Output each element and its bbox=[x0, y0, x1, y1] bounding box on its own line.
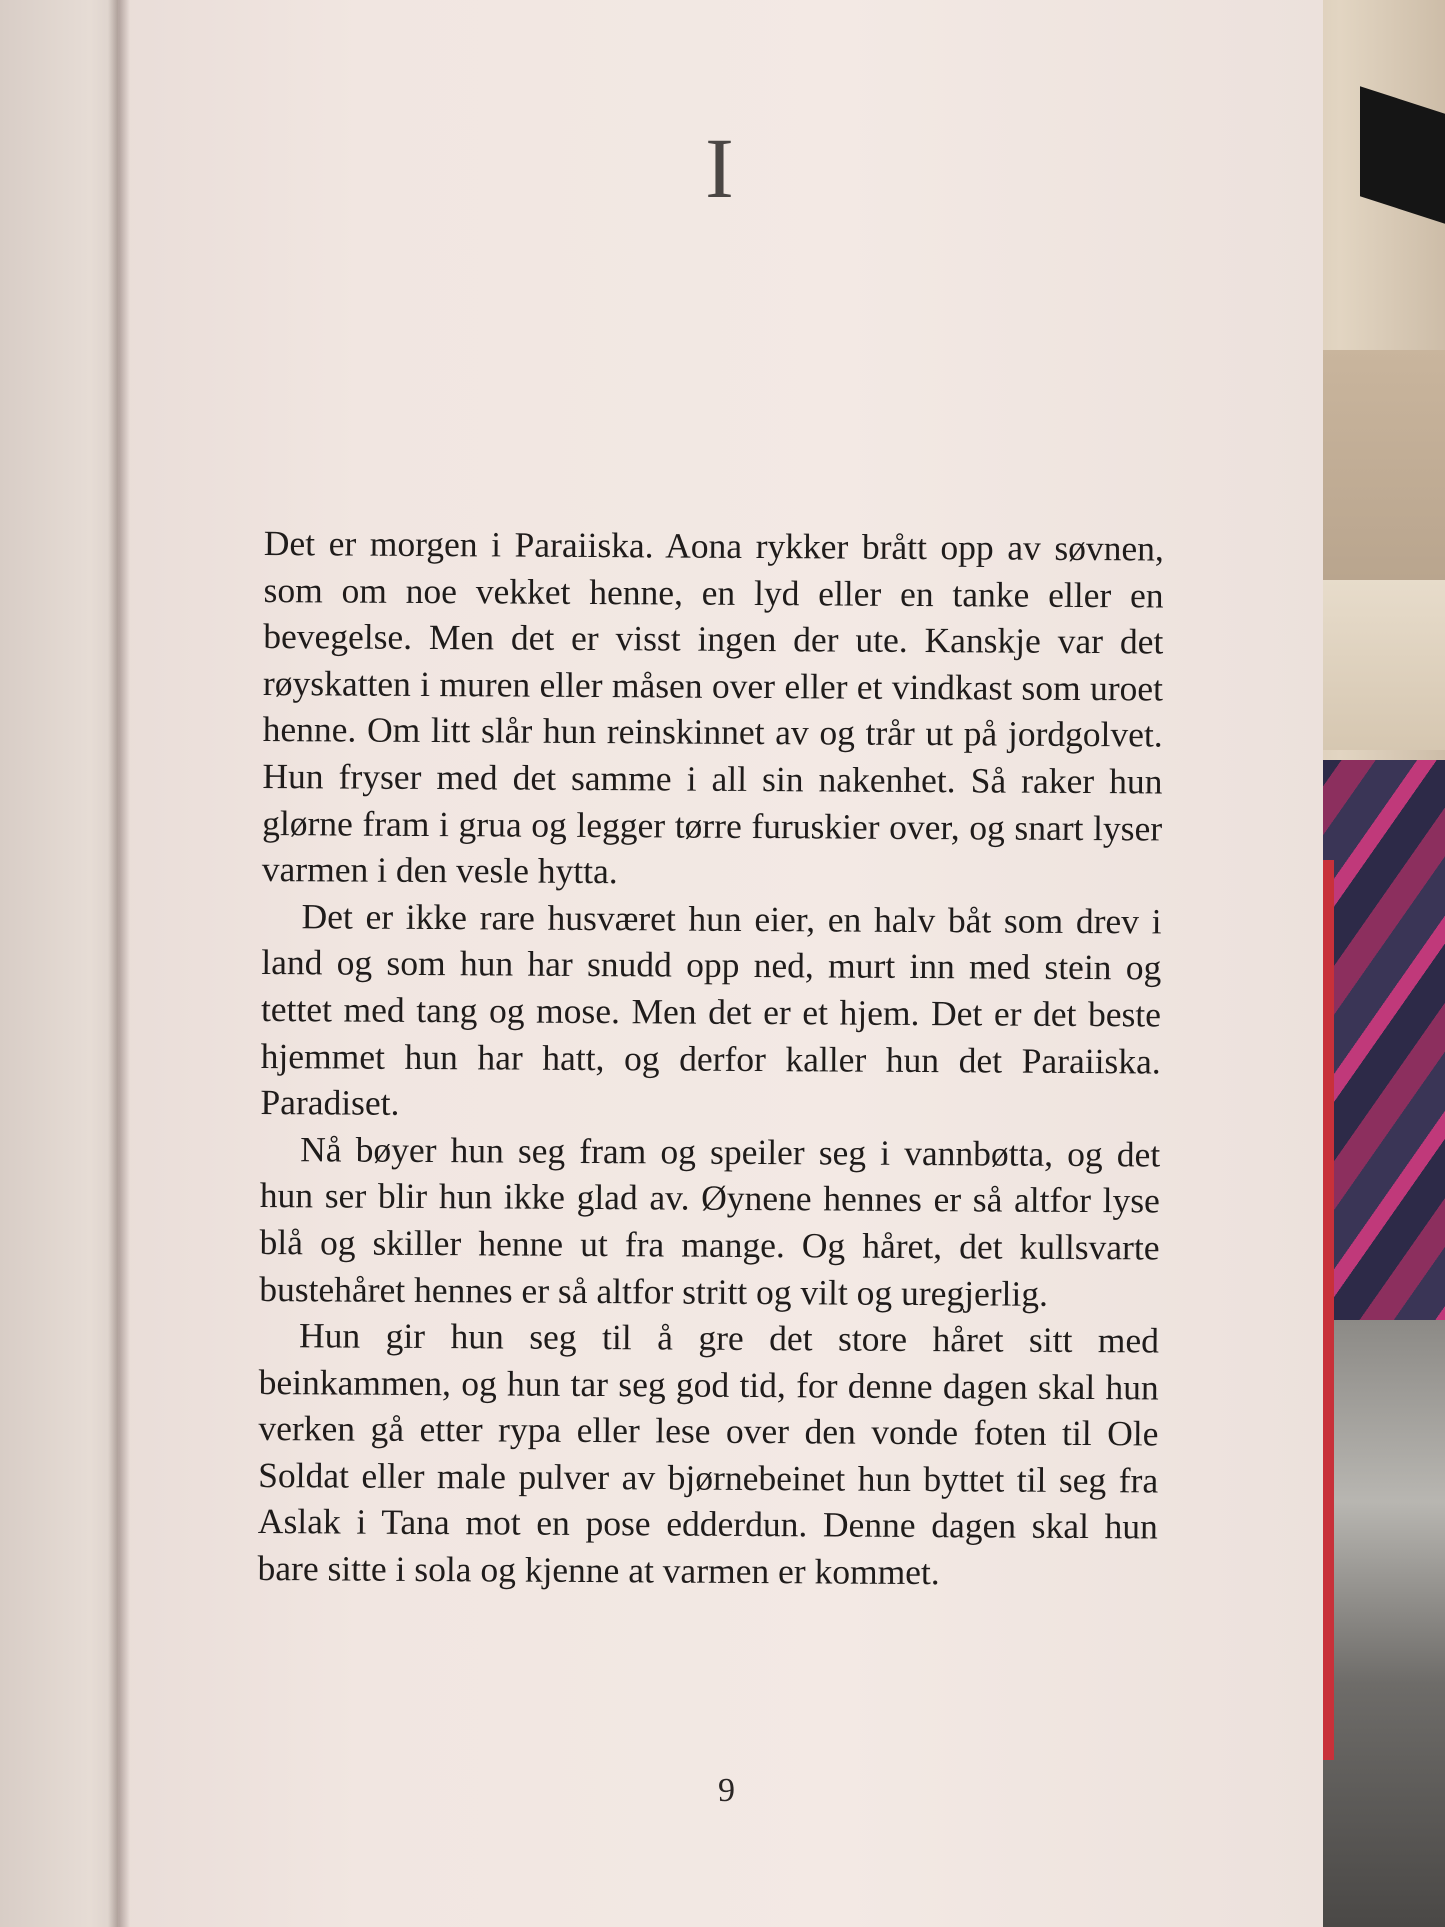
paragraph-4: Hun gir hun seg til å gre det store håret sitt med beinkammen, og hun tar seg god tid, for denne dagen skal hun verken gå etter rypa eller lese over den vonde foten til Ole Soldat eller male pulver av bjørnebeinet hun byttet til seg fra Aslak i Tana mot en pose edderdun. Denne dagen skal hun bare sitte i sola og kjenne at varmen er kommet. bbox=[257, 1315, 1160, 1593]
chapter-number: I bbox=[705, 120, 736, 216]
book-page bbox=[118, 0, 1323, 1927]
paragraph-1: Det er morgen i Paraiiska. Aona rykker brått opp av søvnen, som om noe vekket henne, en lyd eller en tanke eller en bevegelse. Men det er visst ingen der ute. Kanskje var det røyskatten i muren eller måsen over eller et vindkast som uroet henne. Om litt slår hun reinskinnet av og trår ut på jordgolvet. Hun fryser med det samme i all sin nakenhet. Så raker hun glørne fram i grua og legger tørre furuskier over, og snart lyser varmen i den vesle hytta. bbox=[261, 522, 1164, 892]
body-text bbox=[257, 520, 1164, 1597]
book-gutter-shadow bbox=[108, 0, 130, 1927]
paragraph-3: Nå bøyer hun seg fram og speiler seg i vannbøtta, og det hun ser blir hun ikke glad av. Øynene hennes er så altfor lyse blå og skiller henne ut fra mange. Og håret, det kullsvarte bustehåret hennes er så altfor stritt og vilt og uregjerlig. bbox=[259, 1128, 1161, 1314]
page-number: 9 bbox=[718, 1772, 735, 1809]
paragraph-2: Det er ikke rare husværet hun eier, en halv båt som drev i land og som hun har snudd opp ned, murt inn med stein og tettet med tang og mose. Men det er et hjem. Det er det beste hjemmet hun har hatt, og derfor kaller hun det Paraiiska. Paradiset. bbox=[260, 895, 1162, 1123]
